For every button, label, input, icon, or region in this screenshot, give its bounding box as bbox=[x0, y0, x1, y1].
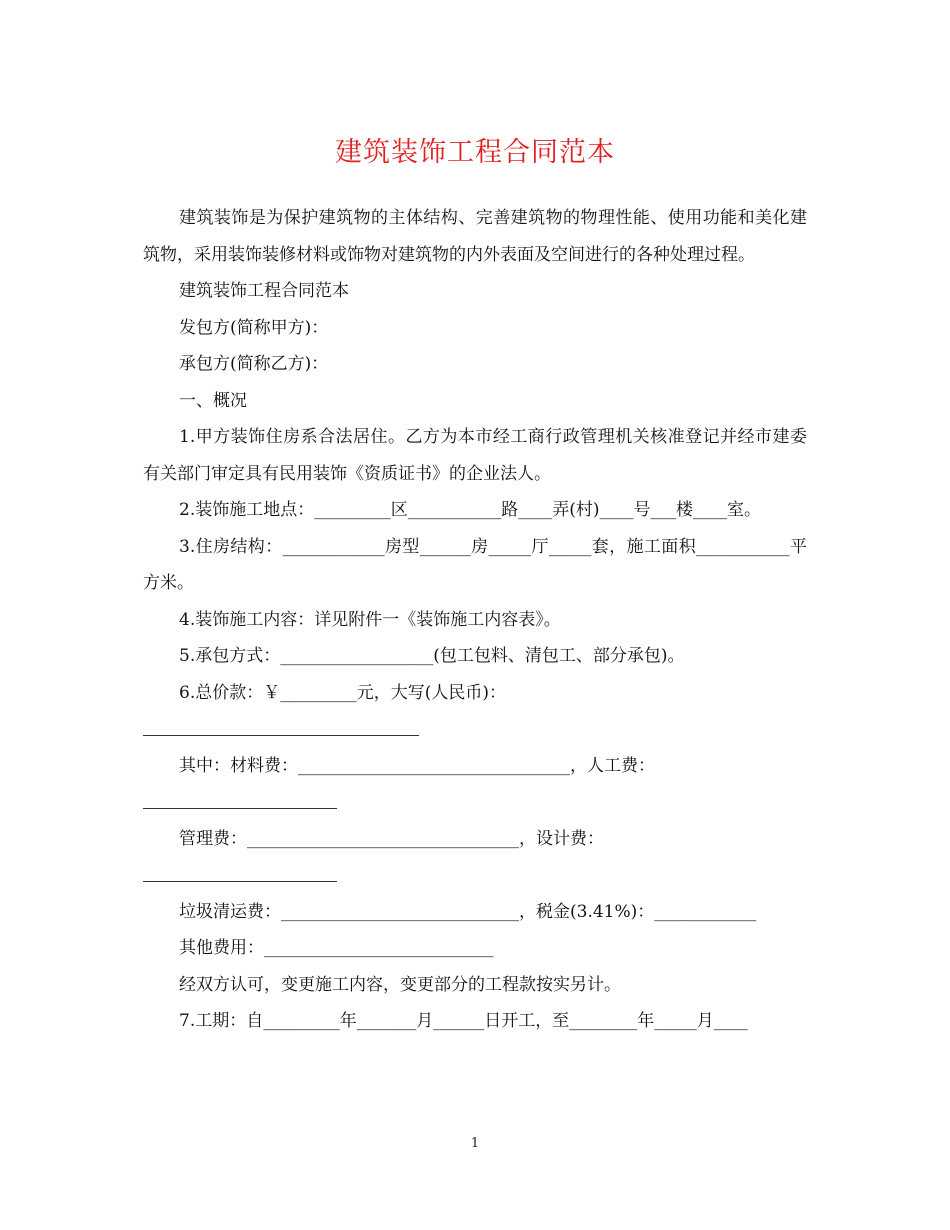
clause-6-total-price: 6.总价款：￥_________元，大写(人民币)： bbox=[179, 682, 506, 703]
page-number: 1 bbox=[470, 1136, 480, 1151]
document-title: 建筑装饰工程合同范本 bbox=[335, 137, 615, 168]
cost-other: 其他费用：___________________________ bbox=[179, 938, 494, 958]
cost-management-design: 管理费：________________________________，设计费： bbox=[179, 828, 604, 849]
fill-in-rule bbox=[143, 735, 419, 736]
contract-subtitle: 建筑装饰工程合同范本 bbox=[179, 281, 349, 301]
clause-4-content: 4.装饰施工内容：详见附件一《装饰施工内容表》。 bbox=[179, 609, 561, 630]
cost-materials-labor: 其中：材料费：________________________________，人工费： bbox=[179, 755, 655, 776]
change-note: 经双方认可，变更施工内容，变更部分的工程款按实另计。 bbox=[179, 974, 621, 995]
clause-7-schedule: 7.工期：自_________年_______月______日开工，至________年_____月____ bbox=[179, 1011, 748, 1031]
party-b-line: 承包方(简称乙方)： bbox=[179, 354, 329, 374]
blank-line bbox=[143, 857, 807, 894]
blank-line bbox=[143, 784, 807, 821]
intro-paragraph: 建筑装饰是为保护建筑物的主体结构、完善建筑物的物理性能、使用功能和美化建筑物，采用装饰装修材料或饰物对建筑物的内外表面及空间进行的各种处理过程。 bbox=[143, 208, 807, 265]
clause-2-location: 2.装饰施工地点：_________区___________路____弄(村)____号___楼____室。 bbox=[179, 500, 761, 520]
clause-3-structure: 3.住房结构：____________房型______房_____厅_____套，施工面积___________平方米。 bbox=[143, 536, 807, 593]
blank-line bbox=[143, 711, 807, 748]
clause-5-contract-method: 5.承包方式：__________________(包工包料、清包工、部分承包)。 bbox=[179, 646, 685, 666]
fill-in-rule bbox=[143, 881, 337, 882]
cost-garbage-tax: 垃圾清运费：____________________________，税金(3.41%)：____________ bbox=[179, 901, 757, 922]
document-body bbox=[143, 200, 807, 1040]
fill-in-rule bbox=[143, 808, 337, 809]
clause-1: 1.甲方装饰住房系合法居住。乙方为本市经工商行政管理机关核准登记并经市建委有关部门审定具有民用装饰《资质证书》的企业法人。 bbox=[143, 427, 807, 484]
section-heading-overview: 一、概况 bbox=[179, 390, 247, 411]
party-a-line: 发包方(简称甲方)： bbox=[179, 317, 329, 338]
